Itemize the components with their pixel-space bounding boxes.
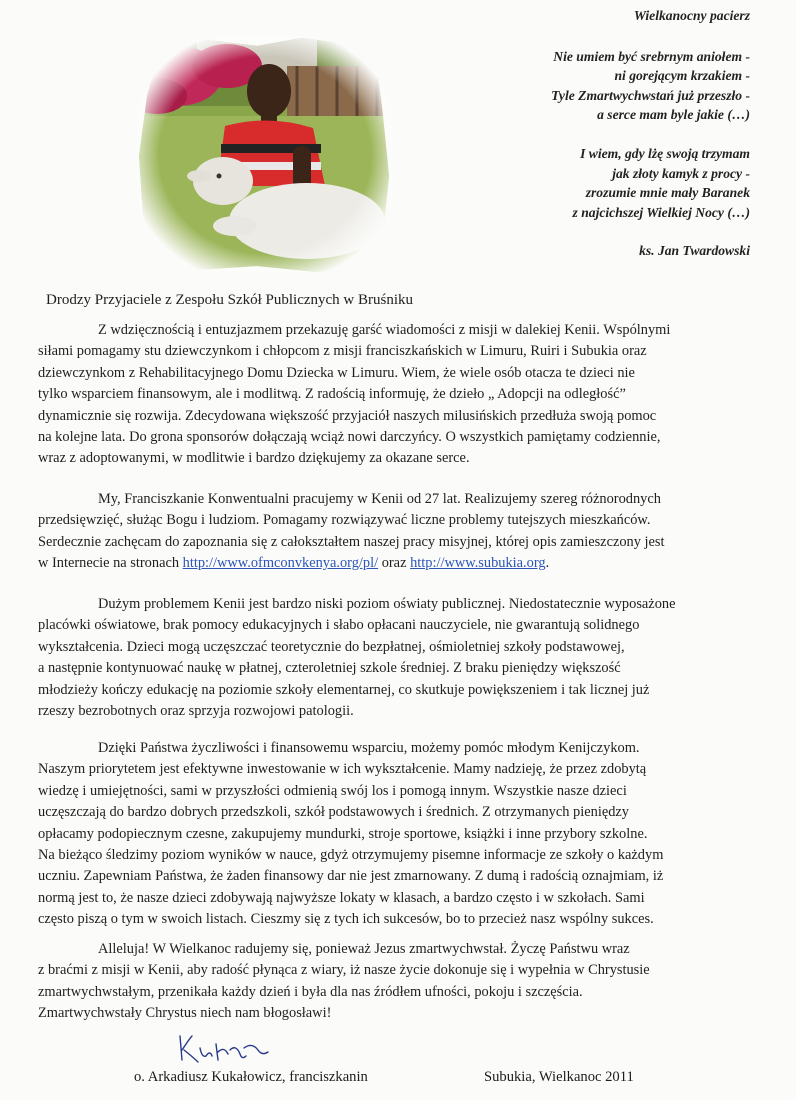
poem-line: a serce mam byle jakie (…) xyxy=(597,107,750,123)
text-line: Na bieżąco śledzimy poziom wyników w nauce, gdyż otrzymujemy pisemne informacje ze szkoły o każdym xyxy=(38,847,664,864)
text-line: a następnie kontynuować naukę w płatnej, czteroletniej szkole średniej. Z braku pieniędzy większość xyxy=(38,660,621,677)
text-line: wiedzę i umiejętności, sami w przyszłości odmienią swój los i pomogą innym. Wszystkie nasze dzieci xyxy=(38,782,627,799)
text-line: rzeszy bezrobotnych oraz sprzyja rozwojowi patologii. xyxy=(38,703,354,720)
text-line-with-links xyxy=(38,553,760,574)
text-line: My, Franciszkanie Konwentualni pracujemy w Kenii od 27 lat. Realizujemy szereg różnorodnych xyxy=(98,491,661,507)
ofmconvkenya-link[interactable]: http://www.ofmconvkenya.org/pl/ xyxy=(182,555,379,572)
text-line: siłami pomagamy stu dziewczynkom i chłopcom z misji franciszkańskich w Limuru, Ruiri i Subukia oraz xyxy=(38,343,647,360)
text-line: normą jest to, że nasze dzieci zdobywają najwyższe lokaty w klasach, a bardzo często i w szkołach. Sami xyxy=(38,889,645,906)
text-line: Dużym problemem Kenii jest bardzo niski poziom oświaty publicznej. Niedostatecznie wyposażone xyxy=(98,596,676,612)
text-line: na kolejne lata. Do grona sponsorów dołączają wciąż nowi darczyńcy. O wszystkich pamiętamy codziennie, xyxy=(38,429,661,446)
text-fragment: w Internecie na stronach xyxy=(38,555,183,572)
text-line: placówki oświatowe, brak pomocy edukacyjnych i słabo opłacani nauczyciele, nie gwarantują solidnego xyxy=(38,617,640,634)
poem-line: Tyle Zmartwychwstań już przeszło - xyxy=(551,87,750,103)
subukia-link[interactable]: http://www.subukia.org xyxy=(410,555,546,572)
text-line: dynamicznie się rozwija. Zdecydowana większość przyjaciół naszych milusińskich przedłuża swoją pomoc xyxy=(38,407,657,424)
paragraph-2 xyxy=(38,489,760,575)
text-line: Serdecznie zachęcam do zapoznania się z całokształtem naszej pracy misyjnej, której opis zamieszczony jest xyxy=(38,533,665,550)
text-line: przedsięwzięć, służąc Bogu i ludziom. Pomagamy rozwiązywać liczne problemy tutejszych mieszkańców. xyxy=(38,512,651,529)
text-line: Alleluja! W Wielkanoc radujemy się, ponieważ Jezus zmartwychwstał. Życzę Państwu wraz xyxy=(98,941,630,957)
text-fragment: . xyxy=(545,555,550,572)
paragraph-5 xyxy=(38,939,760,1025)
text-line: Zmartwychwstały Chrystus niech nam błogosławi! xyxy=(38,1005,332,1022)
poem-stanza-1 xyxy=(420,47,750,125)
paragraph-3 xyxy=(38,594,760,722)
signature-scribble xyxy=(172,1030,272,1070)
text-line: młodzieży kończy edukację na poziomie szkoły elementarnej, co skutkuje powiększeniem i tak licznej już xyxy=(38,681,650,698)
poem-line: I wiem, gdy lżę swoją trzymam xyxy=(580,145,750,161)
letter-greeting: Drodzy Przyjaciele z Zespołu Szkół Publicznych w Bruśniku xyxy=(46,292,414,308)
text-line: uczęszczają do bardzo dobrych przedszkoli, szkół podstawowych i średnich. Z otrzymanych pieniędzy xyxy=(38,804,629,821)
text-line: Naszym priorytetem jest efektywne inwestowanie w ich wykształcenie. Mamy nadzieję, że przez zdobytą xyxy=(38,761,647,778)
poem-line: z najcichszej Wielkiej Nocy (…) xyxy=(572,204,750,220)
text-line: dziewczynkom z Rehabilitacyjnego Domu Dziecka w Limuru. Wiem, że wiele osób otacza te dzieci nie xyxy=(38,364,635,381)
text-line: często piszą o tym w swoich listach. Cieszmy się z tych ich sukcesów, bo to przecież nasz wspólny sukces. xyxy=(38,911,654,928)
text-line: Z wdzięcznością i entuzjazmem przekazuję garść wiadomości z misji w dalekiej Kenii. Wspólnymi xyxy=(98,322,671,338)
text-line: zmartwychwstałym, przenikała każdy dzień i była dla nas źródłem ufności, pokoju i szczęścia. xyxy=(38,983,583,1000)
poem-line: zrozumie mnie mały Baranek xyxy=(585,185,750,201)
poem-block xyxy=(420,6,750,261)
text-line: opłacamy podopiecznym czesne, zakupujemy mundurki, stroje sportowe, książki i inne przybory szkolne. xyxy=(38,825,648,842)
poem-line: jak złoty kamyk z procy - xyxy=(612,165,750,181)
boy-with-lamb-photo xyxy=(137,36,393,274)
text-line: wykształcenia. Dzieci mogą uczęszczać teoretycznie do bezpłatnej, ośmioletniej szkoły podstawowej, xyxy=(38,638,625,655)
poem-title: Wielkanocny pacierz xyxy=(633,8,750,23)
text-line: uczniu. Zapewniam Państwa, że żaden finansowy dar nie jest zmarnowany. Z dumą i radością oznajmiam, iż xyxy=(38,868,664,885)
poem-stanza-2 xyxy=(420,144,750,222)
text-line: Dzięki Państwa życzliwości i finansowemu wsparciu, możemy pomóc młodym Kenijczykom. xyxy=(98,740,640,756)
text-fragment: oraz xyxy=(378,555,411,572)
text-line: wraz z adoptowanymi, w modlitwie i bardzo dziękujemy za okazane serce. xyxy=(38,450,470,467)
handwritten-signature xyxy=(172,1030,272,1070)
place-and-date: Subukia, Wielkanoc 2011 xyxy=(484,1069,634,1085)
text-line: z braćmi z misji w Kenii, aby radość płynąca z wiary, iż nasze życie dokonuje się i wypełnia w Chrystusie xyxy=(38,962,650,979)
poem-line: Nie umiem być srebrnym aniołem - xyxy=(553,48,750,64)
photo-illustration xyxy=(137,36,393,274)
signer-name: o. Arkadiusz Kukałowicz, franciszkanin xyxy=(134,1069,368,1085)
poem-author: ks. Jan Twardowski xyxy=(639,243,750,259)
paragraph-4 xyxy=(38,738,760,931)
paragraph-1 xyxy=(38,320,760,470)
poem-line: ni gorejącym krzakiem - xyxy=(614,68,750,84)
text-line: tylko wsparciem finansowym, ale i modlitwą. Z radością informuję, że dzieło „ Adopcji na odległość” xyxy=(38,386,626,403)
